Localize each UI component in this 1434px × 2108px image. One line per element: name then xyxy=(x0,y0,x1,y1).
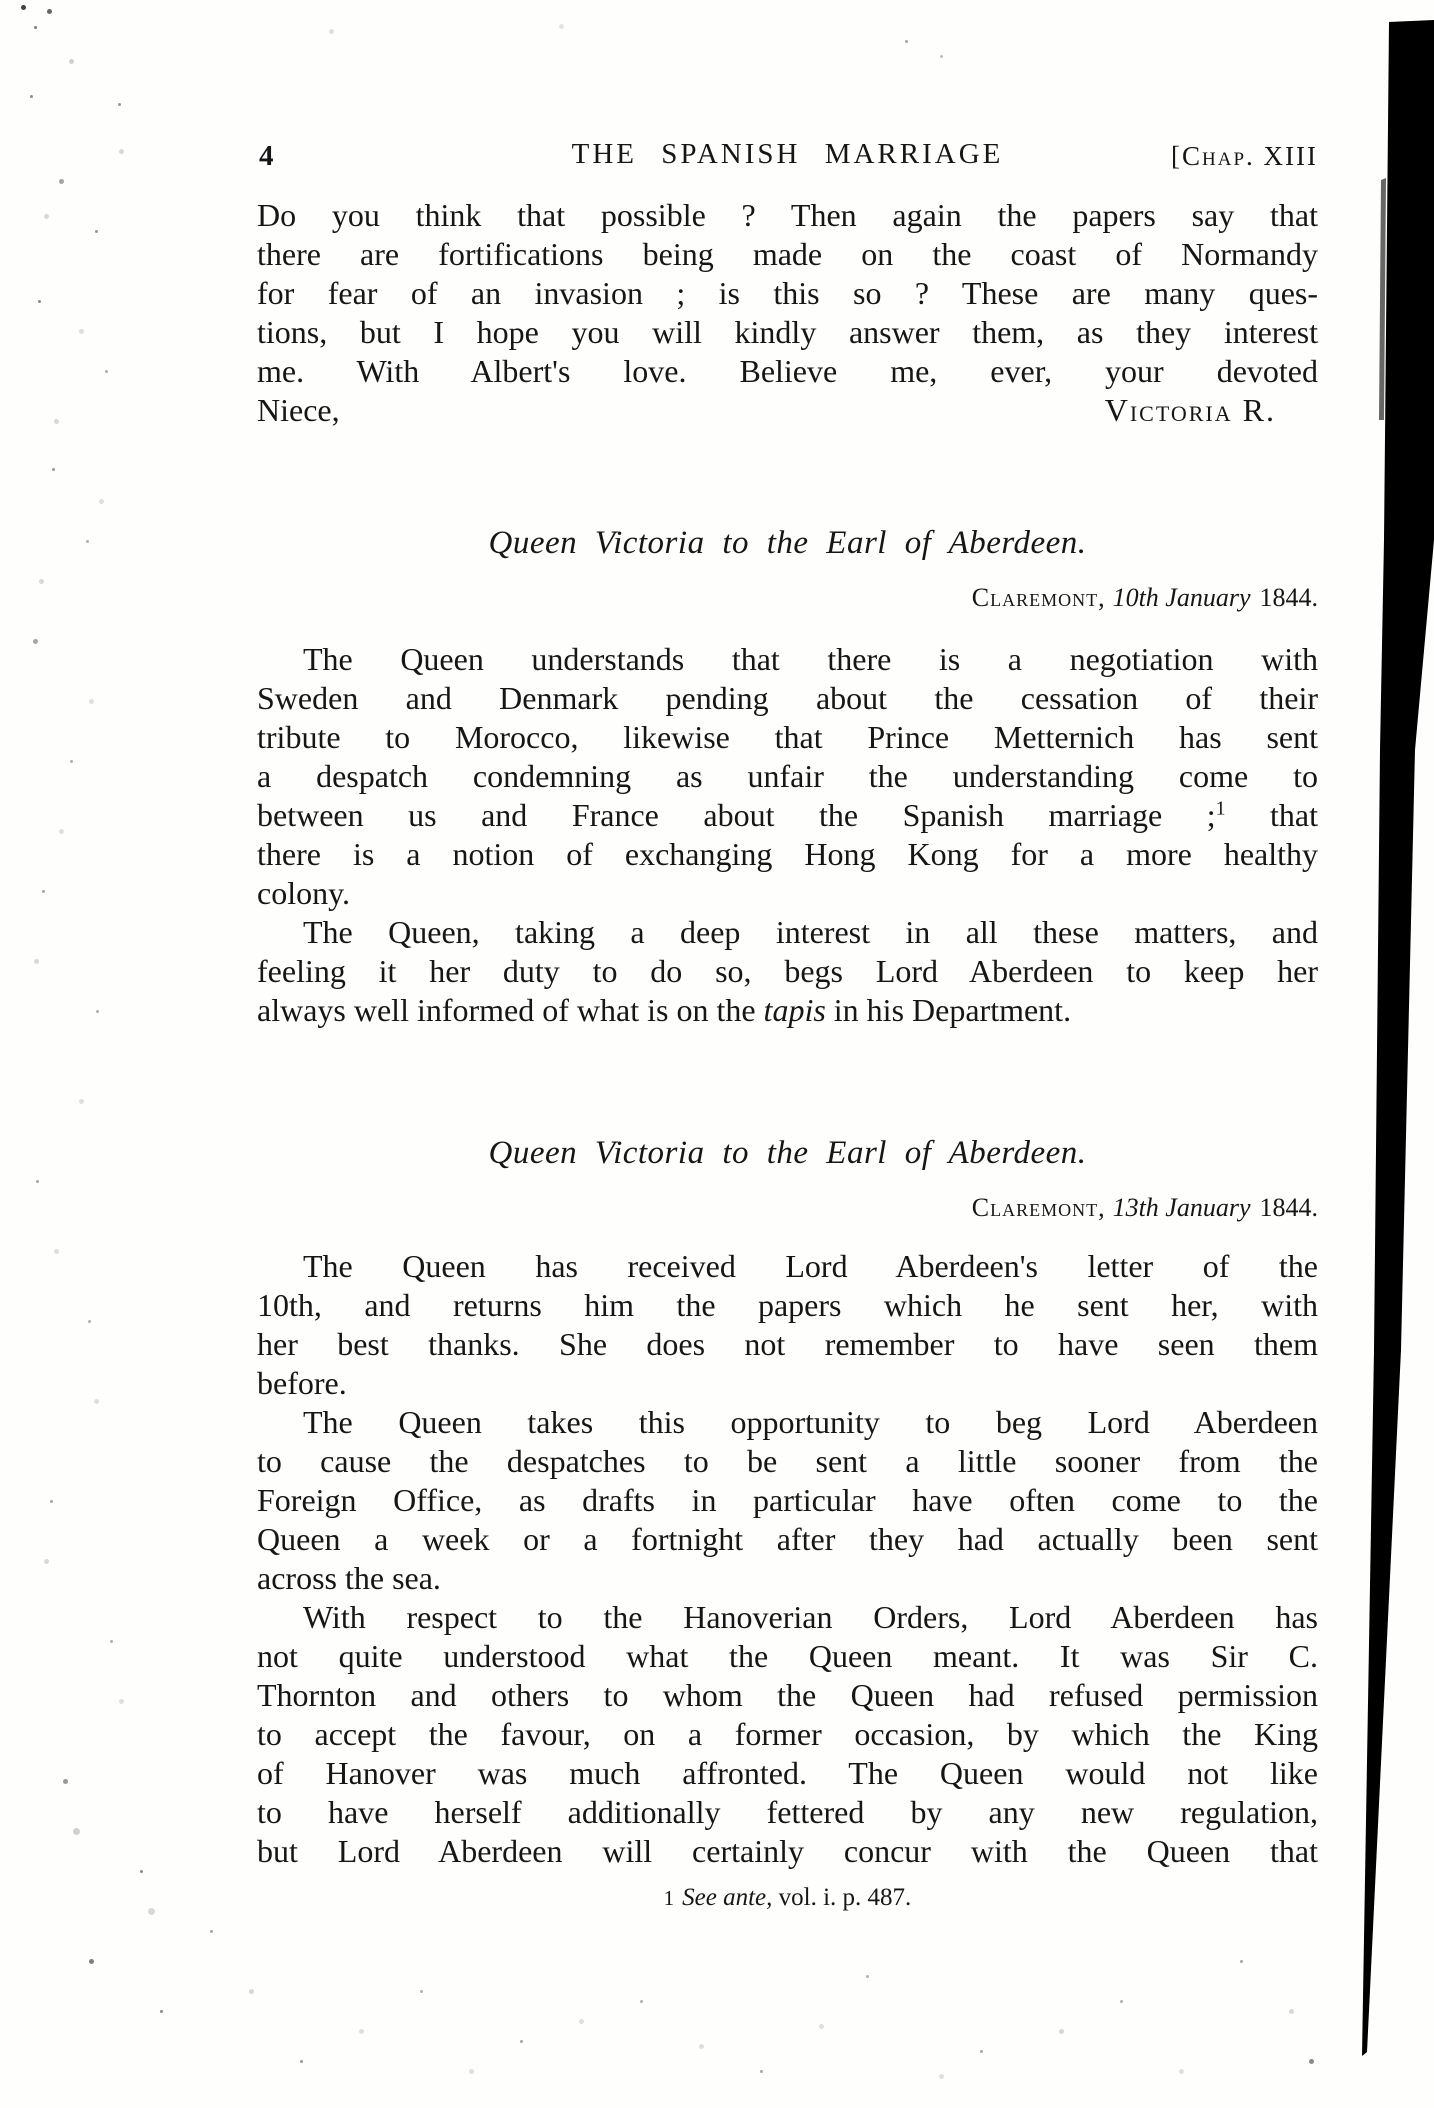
dateline-year: 1844. xyxy=(1259,1193,1318,1222)
text-segment: that xyxy=(1225,797,1318,833)
text-line: With respect to the Hanoverian Orders, Lord Aberdeen has xyxy=(303,1599,1318,1635)
intro-paragraph xyxy=(257,196,1318,430)
dateline-date: 10th January xyxy=(1112,583,1251,612)
text-line: to accept the favour, on a former occasion, by which the King xyxy=(257,1716,1318,1752)
chapter-reference: [Chap. XIII xyxy=(1171,141,1318,171)
text-line: The Queen understands that there is a negotiation with xyxy=(303,641,1318,677)
text-line: across the sea. xyxy=(257,1560,441,1596)
dateline-place: Claremont, xyxy=(971,1193,1106,1222)
letter2-dateline xyxy=(257,1193,1348,1223)
text-line: of Hanover was much affronted. The Queen would not like xyxy=(257,1755,1318,1791)
text-line: a despatch condemning as unfair the understanding come to xyxy=(257,758,1318,794)
footnote-rest: vol. i. p. 487. xyxy=(778,1884,912,1911)
footnote-source: See ante, xyxy=(682,1884,773,1911)
italic-word: tapis xyxy=(763,992,826,1028)
letter1-dateline xyxy=(257,583,1348,613)
text-line: Foreign Office, as drafts in particular have often come to the xyxy=(257,1482,1318,1518)
text-line: Thornton and others to whom the Queen had refused permission xyxy=(257,1677,1318,1713)
text-line: Queen a week or a fortnight after they had actually been sent xyxy=(257,1521,1318,1557)
text-segment: always well informed of what is on the xyxy=(257,992,764,1028)
page-number: 4 xyxy=(259,140,275,172)
letter2-paragraph2 xyxy=(257,1403,1318,1598)
footnote-reference: 1 xyxy=(1215,797,1226,820)
letter2-paragraph3 xyxy=(257,1598,1318,1871)
text-line: tions, but I hope you will kindly answer them, as they interest xyxy=(257,314,1318,350)
text-line: not quite understood what the Queen meant. It was Sir C. xyxy=(257,1638,1318,1674)
text-line: me. With Albert's love. Believe me, ever, your devoted xyxy=(257,353,1318,389)
dateline-year: 1844. xyxy=(1259,583,1318,612)
text-line: there are fortifications being made on the coast of Normandy xyxy=(257,236,1318,272)
dateline-date: 13th January xyxy=(1112,1193,1251,1222)
text-line: The Queen, taking a deep interest in all these matters, and xyxy=(303,914,1318,950)
text-line: tribute to Morocco, likewise that Prince Metternich has sent xyxy=(257,719,1318,755)
letter2-paragraph1 xyxy=(257,1247,1318,1403)
text-line: Do you think that possible ? Then again the papers say that xyxy=(257,197,1318,233)
signature-victoria: Victoria R. xyxy=(1104,392,1276,428)
letter1-paragraph1 xyxy=(257,640,1318,913)
text-line: to have herself additionally fettered by any new regulation, xyxy=(257,1794,1318,1830)
letter1-paragraph2 xyxy=(257,913,1318,1030)
scan-noise-dark xyxy=(0,0,3,3)
footnote-marker: 1 xyxy=(663,1886,675,1910)
running-title: THE SPANISH MARRIAGE xyxy=(571,138,1004,170)
text-line: The Queen takes this opportunity to beg Lord Aberdeen xyxy=(303,1404,1318,1440)
letter1-heading: Queen Victoria to the Earl of Aberdeen. xyxy=(488,525,1087,561)
text-line: The Queen has received Lord Aberdeen's letter of the xyxy=(303,1248,1318,1284)
letter-closing-line xyxy=(257,391,1318,430)
text-segment: in his Department. xyxy=(825,992,1072,1028)
text-line: colony. xyxy=(257,875,351,911)
running-header xyxy=(257,138,1318,178)
dateline-place: Claremont, xyxy=(971,583,1106,612)
footnote xyxy=(257,1884,1318,1912)
text-line: before. xyxy=(257,1365,347,1401)
text-line: to cause the despatches to be sent a little sooner from the xyxy=(257,1443,1318,1479)
letter2-heading: Queen Victoria to the Earl of Aberdeen. xyxy=(488,1135,1087,1171)
text-line: her best thanks. She does not remember to have seen them xyxy=(257,1326,1318,1362)
text-line: Sweden and Denmark pending about the cessation of their xyxy=(257,680,1318,716)
text-line: but Lord Aberdeen will certainly concur with the Queen that xyxy=(257,1833,1318,1869)
closing-word: Niece, xyxy=(257,392,340,428)
text-line: 10th, and returns him the papers which he sent her, with xyxy=(257,1287,1318,1323)
text-line: feeling it her duty to do so, begs Lord Aberdeen to keep her xyxy=(257,953,1318,989)
text-line-with-italic xyxy=(257,991,1318,1030)
scan-noise-faint xyxy=(0,0,3,3)
text-line: there is a notion of exchanging Hong Kong for a more healthy xyxy=(257,836,1318,872)
text-line-with-footnote-ref xyxy=(257,796,1318,835)
text-segment: between us and France about the Spanish marriage ; xyxy=(257,797,1216,833)
text-line: for fear of an invasion ; is this so ? These are many ques- xyxy=(257,275,1318,311)
